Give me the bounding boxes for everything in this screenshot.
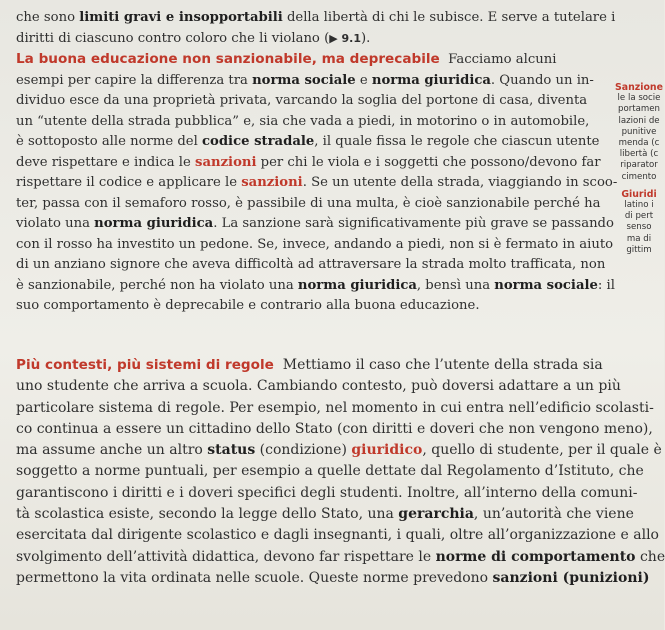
emphasis: sanzioni (punizioni): [492, 569, 650, 586]
glossary-line: latino i: [624, 200, 654, 211]
emphasis: norma sociale: [494, 277, 598, 293]
emphasis: norma sociale: [252, 72, 356, 88]
glossary-line: portamen: [618, 104, 660, 115]
glossary-line: di pert: [624, 211, 654, 222]
emphasis: norma giuridica: [297, 277, 417, 293]
text-line: [16, 355, 656, 376]
text-line: uno studente che arriva a scuola. Cambiando contesto, può doversi adattare a un più: [16, 378, 621, 395]
text-line: soggetto a norme puntuali, per esempio a quelle dettate dal Regolamento d’Istituto, che: [16, 463, 644, 480]
text-line: dividuo esce da una proprietà privata, varcando la soglia del portone di casa, diventa: [16, 93, 588, 108]
glossary-term-giuridico: Giuridi: [621, 188, 657, 200]
text-span: Facciamo alcuni: [448, 52, 557, 67]
glossary-line: menda (c: [618, 138, 660, 149]
text-line: un “utente della strada pubblica” e, sia che vada a piedi, in motorino o in automobile,: [16, 113, 590, 129]
section-heading-piu-contesti: Più contesti, più sistemi di regole: [16, 357, 274, 373]
text-line: co continua a essere un cittadino dello Stato (con diritti e doveri che non vengono meno),: [16, 420, 653, 437]
glossary-term-sanzione: Sanzione: [615, 82, 663, 93]
paragraph-1: [16, 8, 616, 49]
text-line: di un anziano signore che aveva difficoltà ad attraversare la strada molto trafficata, non: [16, 257, 606, 272]
emphasis: limiti gravi e insopportabili: [79, 10, 283, 25]
emphasis: norma giuridica: [94, 216, 214, 231]
text-line: particolare sistema di regole. Per esempio, nel momento in cui entra nell’edificio scolasti-: [16, 399, 654, 416]
text-line: è sanzionabile, perché non ha violato una norma giuridica, bensì una norma sociale: il: [16, 277, 615, 293]
paragraph-2: [16, 49, 618, 317]
glossary-line: cimento: [621, 171, 657, 182]
text-line: esempi per capire la differenza tra norma sociale e norma giuridica. Quando un in-: [16, 72, 594, 88]
text-line: svolgimento dell’attività didattica, devono far rispettare le norme di comportamento che: [16, 548, 665, 565]
glossary-line: gittim: [626, 244, 652, 255]
text-line: permettono la vita ordinata nelle scuole. Queste norme prevedono sanzioni (punizioni): [16, 569, 650, 586]
emphasis: punizioni: [569, 569, 643, 586]
text-line: garantiscono i diritti e i doveri specifici degli studenti. Inoltre, all’interno della comuni-: [16, 484, 638, 501]
text-line: tà scolastica esiste, secondo la legge dello Stato, una gerarchia, un’autorità che viene: [16, 506, 634, 523]
emphasis: codice stradale: [202, 134, 315, 149]
text-line: violato una norma giuridica. La sanzione sarà significativamente più grave se passando: [16, 216, 614, 231]
text-line: con il rosso ha investito un pedone. Se, invece, andando a piedi, non si è fermato in aiuto: [16, 236, 614, 252]
emphasis: gerarchia: [398, 506, 474, 523]
key-term: sanzioni: [241, 175, 303, 190]
glossary-line: le la socie: [617, 93, 661, 104]
glossary-sidebar: [614, 82, 664, 256]
text-line: rispettare il codice e applicare le sanzioni. Se un utente della strada, viaggiando in scoo-: [16, 175, 618, 190]
emphasis: norme di comportamento: [435, 548, 636, 565]
text-line: che sono limiti gravi e insopportabili della libertà di chi le subisce. E serve a tutelare i: [16, 10, 616, 25]
text-line: [16, 49, 610, 71]
text-line: è sottoposto alle norme del codice stradale, il quale fissa le regole che ciascun utente: [16, 134, 600, 149]
glossary-line: senso: [626, 222, 652, 233]
glossary-line: punitive: [621, 126, 657, 137]
key-term: giuridico: [351, 442, 423, 459]
cross-reference[interactable]: ▶ 9.1: [329, 31, 361, 45]
key-term: sanzioni: [195, 154, 257, 170]
text-span: Mettiamo il caso che l’utente della strada sia: [282, 357, 603, 373]
text-line: esercitata dal dirigente scolastico e dagli insegnanti, i quali, oltre all’organizzazione e allo: [16, 527, 659, 544]
text-line: deve rispettare e indica le sanzioni per chi le viola e i soggetti che possono/devono far: [16, 154, 601, 170]
main-text-column: [16, 8, 618, 317]
glossary-line: ma di: [626, 233, 652, 244]
glossary-line: lazioni de: [618, 115, 660, 126]
paragraph-3: [16, 355, 665, 589]
text-line: diritti di ciascuno contro coloro che li violano (▶ 9.1).: [16, 30, 371, 46]
text-line: ter, passa con il semaforo rosso, è passibile di una multa, è cioè sanzionabile perché ha: [16, 195, 601, 211]
emphasis: norma giuridica: [371, 72, 491, 88]
text-line: suo comportamento è deprecabile e contrario alla buona educazione.: [16, 298, 480, 313]
glossary-line: libertà (c: [619, 149, 659, 160]
glossary-line: riparator: [620, 160, 658, 171]
text-line: ma assume anche un altro status (condizione) giuridico, quello di studente, per il quale è: [16, 442, 662, 459]
emphasis: status: [207, 442, 256, 459]
section-heading-buona-educazione: La buona educazione non sanzionabile, ma deprecabile: [16, 51, 440, 67]
